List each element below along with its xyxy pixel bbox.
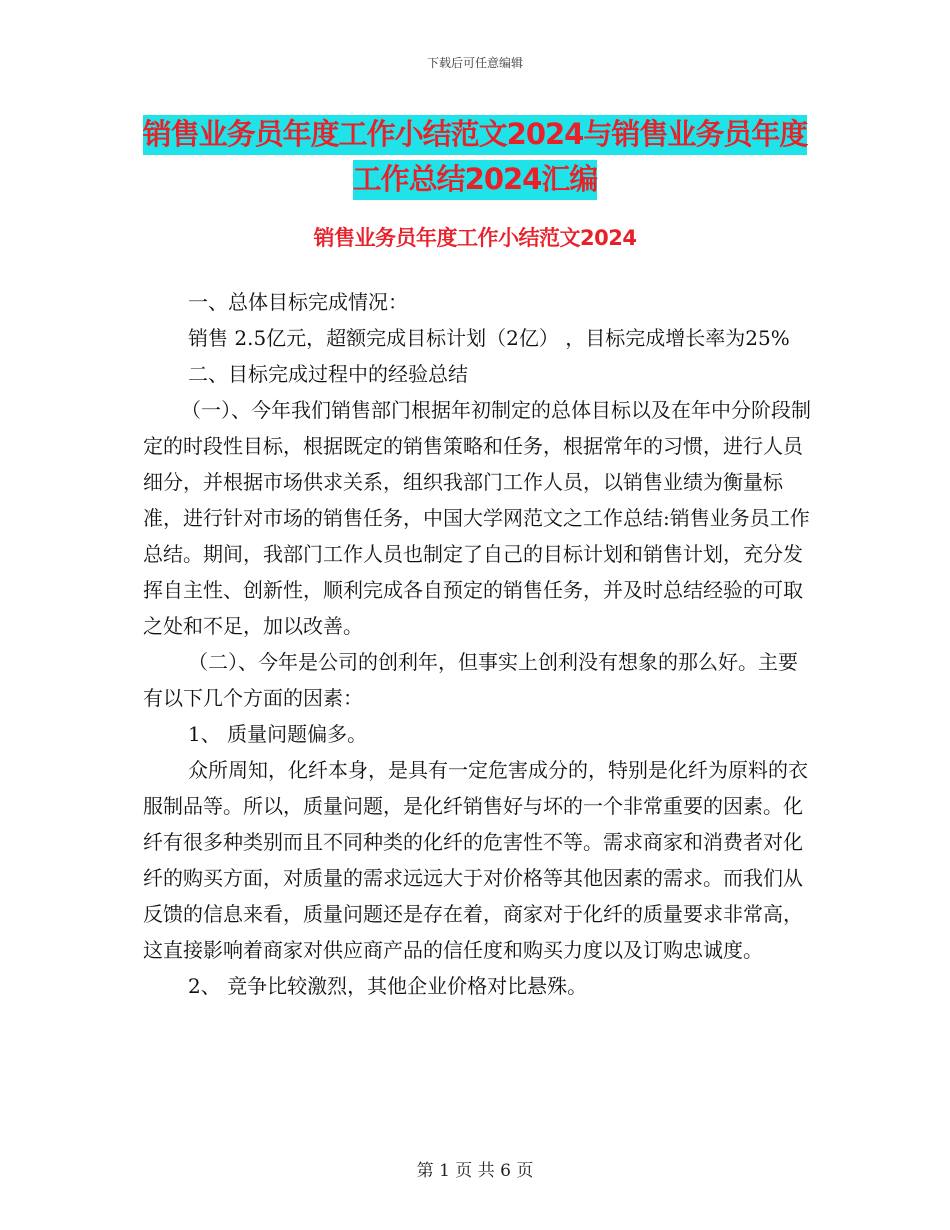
paragraph-item-1: 1、 质量问题偏多。	[188, 722, 368, 746]
paragraph-sales-result: 销售 2.5亿元，超额完成目标计划（2亿） ，目标完成增长率为25%	[188, 326, 790, 350]
paragraph-heading-2: 二、目标完成过程中的经验总结	[188, 362, 468, 386]
document-title-text-2: 工作总结2024汇编	[353, 160, 598, 200]
paragraph-quality: 众所周知，化纤本身，是具有一定危害成分的，特别是化纤为原料的衣服制品等。所以，质量问题，是化纤销售好与坏的一个非常重要的因素。化纤有很多种类别而且不同种类的化纤的危害性不等。需求商家和消费者对化纤的购买方面，对质量的需求远远大于对价格等其他因素的需求。而我们从反馈的信息来看，质量问题还是存在着，商家对于化纤的质量要求非常高，这直接影响着商家对供应商产品的信任度和购买力度以及订购忠诚度。	[143, 758, 808, 962]
document-body	[143, 284, 813, 1004]
paragraph-experience-1: （一）、今年我们销售部门根据年初制定的总体目标以及在年中分阶段制定的时段性目标，根据既定的销售策略和任务，根据常年的习惯，进行人员细分，并根据市场供求关系，组织我部门工作人员，以销售业绩为衡量标准，进行针对市场的销售任务，中国大学网范文之工作总结:销售业务员工作总结。期间，我部门工作人员也制定了自己的目标计划和销售计划，充分发挥自主性、创新性，顺利完成各自预定的销售任务，并及时总结经验的可取之处和不足，加以改善。	[143, 398, 811, 638]
document-title-text-1: 销售业务员年度工作小结范文2024与销售业务员年度	[143, 115, 808, 155]
document-title-line-1	[0, 112, 950, 153]
paragraph-experience-2: （二）、今年是公司的创利年，但事实上创利没有想象的那么好。主要有以下几个方面的因素：	[143, 650, 798, 710]
document-title-line-2	[0, 157, 950, 198]
page-footer: 第 1 页 共 6 页	[416, 1161, 534, 1181]
paragraph-item-2: 2、 竞争比较激烈，其他企业价格对比悬殊。	[188, 974, 588, 998]
section-title: 销售业务员年度工作小结范文2024	[313, 226, 637, 250]
paragraph-heading-1: 一、总体目标完成情况：	[188, 290, 408, 314]
header-note: 下载后可任意编辑	[426, 56, 523, 70]
